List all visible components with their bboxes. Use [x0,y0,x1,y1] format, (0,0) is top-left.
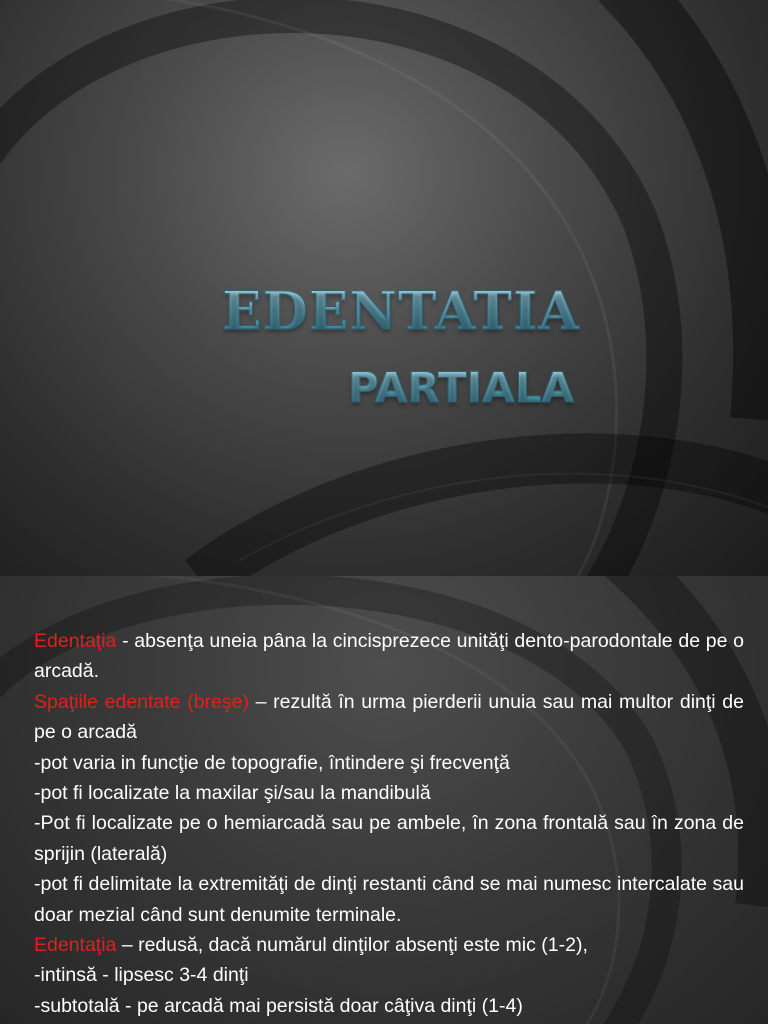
slide-title: EDENTATIA [222,282,642,342]
list-item: -pot fi delimitate la extremităţi de dinţi restanti când se mai numesc intercalate sau doar mezial când sunt denumite terminale. [34,873,744,926]
slide-subtitle: PARTIALA [348,362,648,414]
list-item: -intinsă - lipsesc 3-4 dinţi [34,964,249,987]
slide-body [34,626,744,1021]
highlight-term: Edentaţia [34,630,117,652]
paragraph-edentulous-spaces: Spaţiile edentate (breşe) – rezultă în urma pierderii unuia sau mai multor dinţi de pe o arcadă [34,690,744,744]
list-item: -pot varia in funcţie de topografie, întindere şi frecvenţă [34,751,510,774]
paragraph-classification: Edentaţia – redusă, dacă numărul dinţilor absenţi este mic (1-2), [34,934,588,957]
list-item: -Pot fi localizate pe o hemiarcadă sau pe ambele, în zona frontală sau în zona de sprijin (laterală) [34,812,744,865]
highlight-term: Edentaţia [34,934,117,957]
list-item: -pot fi localizate la maxilar şi/sau la mandibulă [34,782,431,805]
content-slide [0,576,768,1024]
list-item: -subtotală - pe arcadă mai persistă doar câţiva dinţi (1-4) [34,994,523,1017]
paragraph-definition: Edentaţia - absenţa uneia pâna la cincisprezece unităţi dento-parodontale de pe o arcadă. [34,630,744,683]
highlight-term: Spaţiile edentate (breşe) [34,690,249,713]
